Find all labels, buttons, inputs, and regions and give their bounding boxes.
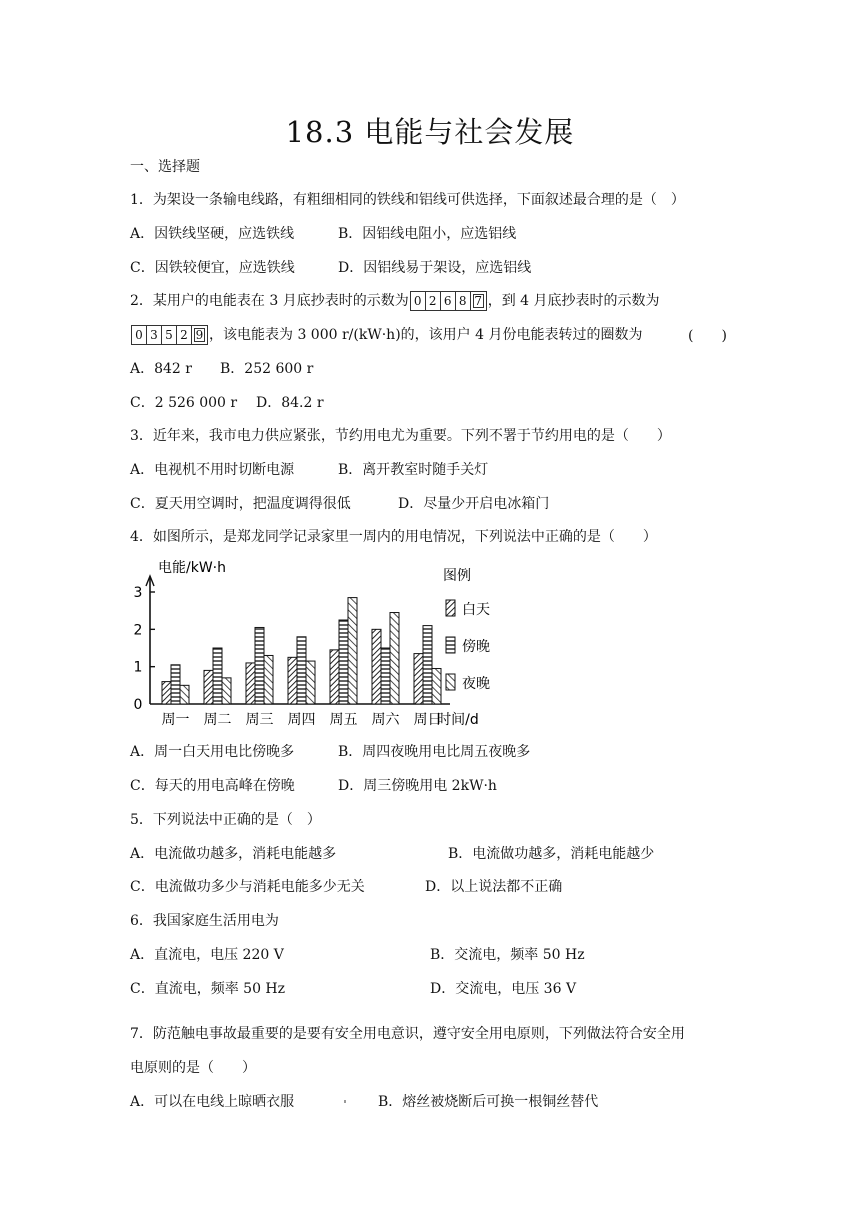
bar-夜晚 (222, 678, 231, 704)
x-tick-label: 周五 (329, 712, 358, 728)
x-axis-label: 时间/d (437, 712, 479, 728)
question-1-option-a: A．因铁线坚硬，应选铁线 (130, 226, 295, 242)
y-tick-label: 1 (133, 659, 143, 676)
question-2-option-a: A．842 r (130, 361, 192, 377)
question-7-option-b: B．熔丝被烧断后可换一根铜丝替代 (378, 1094, 599, 1110)
y-tick-label: 0 (133, 697, 143, 713)
question-2-line-2 (130, 325, 642, 345)
meter-digit: 0 (411, 292, 426, 310)
bar-夜晚 (306, 661, 315, 704)
meter-digit: 6 (441, 292, 456, 310)
legend-swatch (446, 600, 455, 616)
question-5-option-a: A．电流做功越多，消耗电能越多 (130, 846, 337, 862)
bar-白天 (330, 650, 339, 704)
meter-digit: 5 (162, 326, 177, 344)
meter-reading-march (410, 291, 487, 311)
meter-reading-april (131, 325, 208, 345)
question-3-option-c: C．夏天用空调时，把温度调得很低 (130, 496, 351, 512)
stray-mark (344, 1100, 346, 1103)
bar-傍晚 (213, 648, 222, 704)
meter-digit: 3 (147, 326, 162, 344)
legend-swatch (446, 674, 455, 690)
bar-白天 (372, 629, 381, 704)
question-5-stem: 5．下列说法中正确的是（ ） (130, 812, 321, 828)
bar-白天 (246, 663, 255, 704)
legend-title: 图例 (443, 568, 471, 584)
question-4-option-d: D．周三傍晚用电 2kW·h (338, 778, 497, 794)
question-2-stem-mid: ，到 4 月底抄表时的示数为 (487, 293, 660, 309)
meter-digit: 8 (456, 292, 471, 310)
question-4-option-c: C．每天的用电高峰在傍晚 (130, 778, 295, 794)
bar-夜晚 (348, 598, 357, 704)
meter-digit: 0 (132, 326, 147, 344)
y-tick-label: 2 (133, 622, 143, 639)
question-5-option-c: C．电流做功多少与消耗电能多少无关 (130, 879, 365, 895)
x-tick-label: 周二 (203, 712, 232, 728)
question-7-option-a: A．可以在电线上晾晒衣服 (130, 1094, 295, 1110)
bar-傍晚 (423, 626, 432, 704)
legend-swatch (446, 637, 455, 653)
question-2-option-d: D．84.2 r (256, 395, 324, 411)
question-6-stem: 6．我国家庭生活用电为 (130, 913, 279, 929)
legend-label: 白天 (462, 602, 490, 618)
legend-label: 傍晚 (462, 639, 490, 655)
bar-夜晚 (264, 655, 273, 704)
question-4-option-b: B．周四夜晚用电比周五夜晚多 (338, 744, 531, 760)
bar-夜晚 (180, 685, 189, 704)
question-2-stem-post: ，该电能表为 3 000 r/(kW·h)的，该用户 4 月份电能表转过的圈数为 (209, 327, 643, 343)
x-tick-label: 周三 (245, 712, 274, 728)
y-axis-label: 电能/kW·h (158, 560, 226, 576)
meter-digit: 2 (426, 292, 441, 310)
question-6-option-c: C．直流电，频率 50 Hz (130, 981, 286, 997)
meter-digit: 7 (471, 292, 486, 310)
meter-digit: 2 (177, 326, 192, 344)
x-tick-label: 周日 (413, 712, 442, 728)
bar-傍晚 (381, 648, 390, 704)
page-title: 18.3 电能与社会发展 (285, 115, 575, 149)
bar-白天 (288, 657, 297, 704)
bar-白天 (204, 670, 213, 704)
bar-傍晚 (339, 620, 348, 704)
bar-夜晚 (390, 613, 399, 704)
bar-傍晚 (171, 665, 180, 704)
bar-白天 (162, 682, 171, 704)
question-6-option-b: B．交流电，频率 50 Hz (430, 947, 585, 963)
question-4-stem: 4．如图所示，是郑龙同学记录家里一周内的用电情况，下列说法中正确的是（ ） (130, 529, 657, 545)
question-3-option-d: D．尽量少开启电冰箱门 (398, 496, 550, 512)
bar-夜晚 (432, 669, 441, 704)
question-3-option-a: A．电视机不用时切断电源 (130, 462, 295, 478)
x-tick-label: 周一 (161, 712, 190, 728)
legend-label: 夜晚 (462, 676, 490, 692)
bar-白天 (414, 654, 423, 704)
question-2-option-b: B．252 600 r (220, 361, 314, 377)
question-2-answer-paren: ( ) (688, 328, 727, 344)
question-2-option-c: C．2 526 000 r (130, 395, 238, 411)
question-1-stem: 1．为架设一条输电线路，有粗细相同的铁线和铝线可供选择，下面叙述最合理的是（ ） (130, 192, 685, 208)
bar-傍晚 (255, 627, 264, 704)
question-2-line-1 (130, 291, 660, 311)
meter-digit: 9 (192, 326, 207, 344)
question-6-option-a: A．直流电，电压 220 V (130, 947, 284, 963)
question-2-stem-pre: 2．某用户的电能表在 3 月底抄表时的示数为 (130, 293, 409, 309)
question-7-stem-line-2: 电原则的是（ ） (130, 1060, 256, 1076)
question-5-option-b: B．电流做功越多，消耗电能越少 (448, 846, 655, 862)
y-tick-label: 3 (133, 585, 143, 601)
x-tick-label: 周四 (287, 712, 316, 728)
question-1-option-b: B．因铝线电阻小，应选铝线 (338, 226, 517, 242)
bar-傍晚 (297, 637, 306, 704)
question-4-option-a: A．周一白天用电比傍晚多 (130, 744, 295, 760)
question-3-option-b: B．离开教室时随手关灯 (338, 462, 489, 478)
question-7-stem-line-1: 7．防范触电事故最重要的是要有安全用电意识，遵守安全用电原则，下列做法符合安全用 (130, 1026, 685, 1042)
question-1-option-d: D．因铝线易于架设，应选铝线 (338, 260, 532, 276)
question-1-option-c: C．因铁较便宜，应选铁线 (130, 260, 295, 276)
x-tick-label: 周六 (371, 712, 400, 728)
section-heading: 一、选择题 (130, 159, 200, 175)
electricity-usage-chart (128, 560, 508, 732)
question-5-option-d: D．以上说法都不正确 (425, 879, 563, 895)
question-6-option-d: D．交流电，电压 36 V (430, 981, 577, 997)
question-3-stem: 3．近年来，我市电力供应紧张，节约用电尤为重要。下列不署于节约用电的是（ ） (130, 428, 671, 444)
